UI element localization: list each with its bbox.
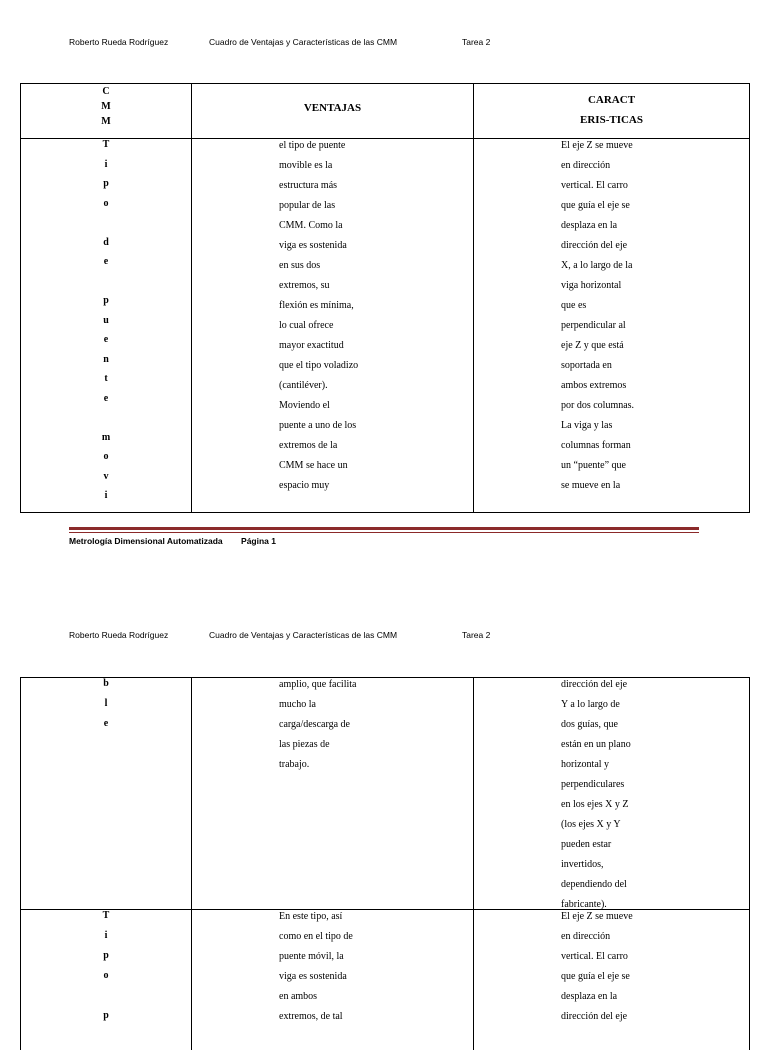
text-line: dirección del eje xyxy=(561,1011,628,1022)
text-line: extremos, su xyxy=(279,280,330,291)
type-letter: i xyxy=(104,490,108,501)
text-line: vertical. El carro xyxy=(561,180,628,191)
text-line: En este tipo, así xyxy=(279,911,343,922)
text-line: que es xyxy=(561,300,587,311)
text-line: invertidos, xyxy=(561,859,604,870)
type-letter: o xyxy=(103,970,109,981)
text-line: un “puente” que xyxy=(561,460,626,471)
caracteristicas-text xyxy=(561,136,746,496)
text-line: en dirección xyxy=(561,160,611,171)
text-line: perpendicular al xyxy=(561,320,626,331)
text-line: Y a lo largo de xyxy=(561,699,620,710)
text-line: estructura más xyxy=(279,180,338,191)
text-line: amplio, que facilita xyxy=(279,679,357,690)
col-ventajas-header: VENTAJAS xyxy=(303,102,362,114)
header-doc-title: Cuadro de Ventajas y Características de las CMM xyxy=(209,630,398,640)
type-letter: i xyxy=(104,158,108,170)
type-letter: u xyxy=(103,314,109,326)
text-line: que guía el eje se xyxy=(561,971,630,982)
text-line: trabajo. xyxy=(279,759,310,770)
col-caracteristicas-header xyxy=(474,90,749,130)
text-line: viga es sostenida xyxy=(279,240,347,251)
text-line: carga/descarga de xyxy=(279,719,350,730)
text-line: vertical. El carro xyxy=(561,951,628,962)
text-line: columnas forman xyxy=(561,440,631,451)
text-line: viga horizontal xyxy=(561,280,622,291)
text-line: las piezas de xyxy=(279,739,330,750)
text-line: están en un plano xyxy=(561,739,631,750)
header-letter: C xyxy=(102,86,110,97)
type-letter: T xyxy=(102,139,110,150)
type-letter: v xyxy=(103,470,109,482)
type-letter: l xyxy=(104,698,108,709)
col-cmm-header xyxy=(21,84,191,129)
page-header xyxy=(69,37,709,49)
header-line: ERIS-TICAS xyxy=(580,114,643,126)
footer-course: Metrología Dimensional Automatizada xyxy=(69,536,223,546)
text-line: puente a uno de los xyxy=(279,420,357,431)
row-type-column xyxy=(21,906,191,1026)
type-letter: o xyxy=(103,451,109,462)
comparison-table-continued xyxy=(20,677,750,1050)
header-task: Tarea 2 xyxy=(462,630,491,640)
type-letter: m xyxy=(101,431,111,443)
text-line: fabricante). xyxy=(561,899,607,910)
text-line: dirección del eje xyxy=(561,679,628,690)
text-line: La viga y las xyxy=(561,420,613,431)
text-line: lo cual ofrece xyxy=(279,320,334,331)
text-line: desplaza en la xyxy=(561,991,618,1002)
text-line: CMM se hace un xyxy=(279,460,348,471)
type-letter: e xyxy=(103,392,109,404)
text-line: desplaza en la xyxy=(561,220,618,231)
header-task: Tarea 2 xyxy=(462,37,491,47)
caracteristicas-text xyxy=(561,907,746,1027)
type-letter: d xyxy=(103,236,109,248)
text-line: movible es la xyxy=(279,160,333,171)
table-row-puente-movible xyxy=(21,139,749,513)
ventajas-text xyxy=(279,907,479,1027)
text-line: eje Z y que está xyxy=(561,340,624,351)
text-line: que el tipo voladizo xyxy=(279,360,359,371)
text-line: mucho la xyxy=(279,699,316,710)
ventajas-text xyxy=(279,675,479,775)
header-letter: M xyxy=(101,101,111,112)
type-letter: t xyxy=(104,373,108,384)
page-header xyxy=(69,630,709,642)
text-line: que guía el eje se xyxy=(561,200,630,211)
text-line: El eje Z se mueve xyxy=(561,911,633,922)
footer-rule-thin xyxy=(69,532,699,533)
text-line: por dos columnas. xyxy=(561,400,635,411)
header-doc-title: Cuadro de Ventajas y Características de las CMM xyxy=(209,37,398,47)
text-line: como en el tipo de xyxy=(279,931,353,942)
caracteristicas-text xyxy=(561,675,746,915)
text-line: (cantiléver). xyxy=(279,380,328,391)
row-type-column xyxy=(21,135,191,506)
text-line: ambos extremos xyxy=(561,380,627,391)
text-line: en los ejes X y Z xyxy=(561,799,629,810)
text-line: el tipo de puente xyxy=(279,140,346,151)
text-line: (los ejes X y Y xyxy=(561,819,621,830)
type-letter: n xyxy=(103,353,109,365)
table-row-puente-movible-cont xyxy=(21,678,749,910)
text-line: en ambos xyxy=(279,991,318,1002)
type-letter: T xyxy=(102,910,110,921)
table-row-puente-fijo xyxy=(21,910,749,1050)
type-letter: e xyxy=(103,334,109,345)
text-line: soportada en xyxy=(561,360,612,371)
type-letter: o xyxy=(103,197,109,209)
text-line: flexión es mínima, xyxy=(279,300,354,311)
type-letter: i xyxy=(104,930,108,941)
text-line: pueden estar xyxy=(561,839,612,850)
text-line: dependiendo del xyxy=(561,879,627,890)
table-header-row xyxy=(21,84,749,139)
header-letter: M xyxy=(101,116,111,127)
text-line: popular de las xyxy=(279,200,336,211)
text-line: El eje Z se mueve xyxy=(561,140,633,151)
ventajas-text xyxy=(279,136,479,496)
comparison-table xyxy=(20,83,750,513)
footer-page-number: Página 1 xyxy=(241,536,276,546)
text-line: horizontal y xyxy=(561,759,610,770)
type-letter: b xyxy=(103,678,109,689)
text-line: X, a lo largo de la xyxy=(561,260,633,271)
footer-rule xyxy=(69,527,699,530)
text-line: extremos, de tal xyxy=(279,1011,343,1022)
type-letter: e xyxy=(103,256,109,267)
text-line: puente móvil, la xyxy=(279,951,344,962)
text-line: espacio muy xyxy=(279,480,330,491)
text-line: dos guías, que xyxy=(561,719,618,730)
text-line: en dirección xyxy=(561,931,611,942)
type-letter: e xyxy=(103,718,109,729)
text-line: se mueve en la xyxy=(561,480,621,491)
type-letter: p xyxy=(103,1010,109,1021)
text-line: Moviendo el xyxy=(279,400,330,411)
header-line: CARACT xyxy=(587,94,636,106)
text-line: viga es sostenida xyxy=(279,971,347,982)
row-type-column xyxy=(21,674,191,734)
text-line: perpendiculares xyxy=(561,779,625,790)
text-line: dirección del eje xyxy=(561,240,628,251)
text-line: extremos de la xyxy=(279,440,338,451)
header-author: Roberto Rueda Rodríguez xyxy=(69,630,169,640)
text-line: mayor exactitud xyxy=(279,340,344,351)
page-footer xyxy=(69,536,292,546)
header-author: Roberto Rueda Rodríguez xyxy=(69,37,169,47)
type-letter: p xyxy=(103,950,109,961)
type-letter: p xyxy=(103,178,109,189)
text-line: en sus dos xyxy=(279,260,321,271)
text-line: CMM. Como la xyxy=(279,220,343,231)
type-letter: p xyxy=(103,295,109,306)
